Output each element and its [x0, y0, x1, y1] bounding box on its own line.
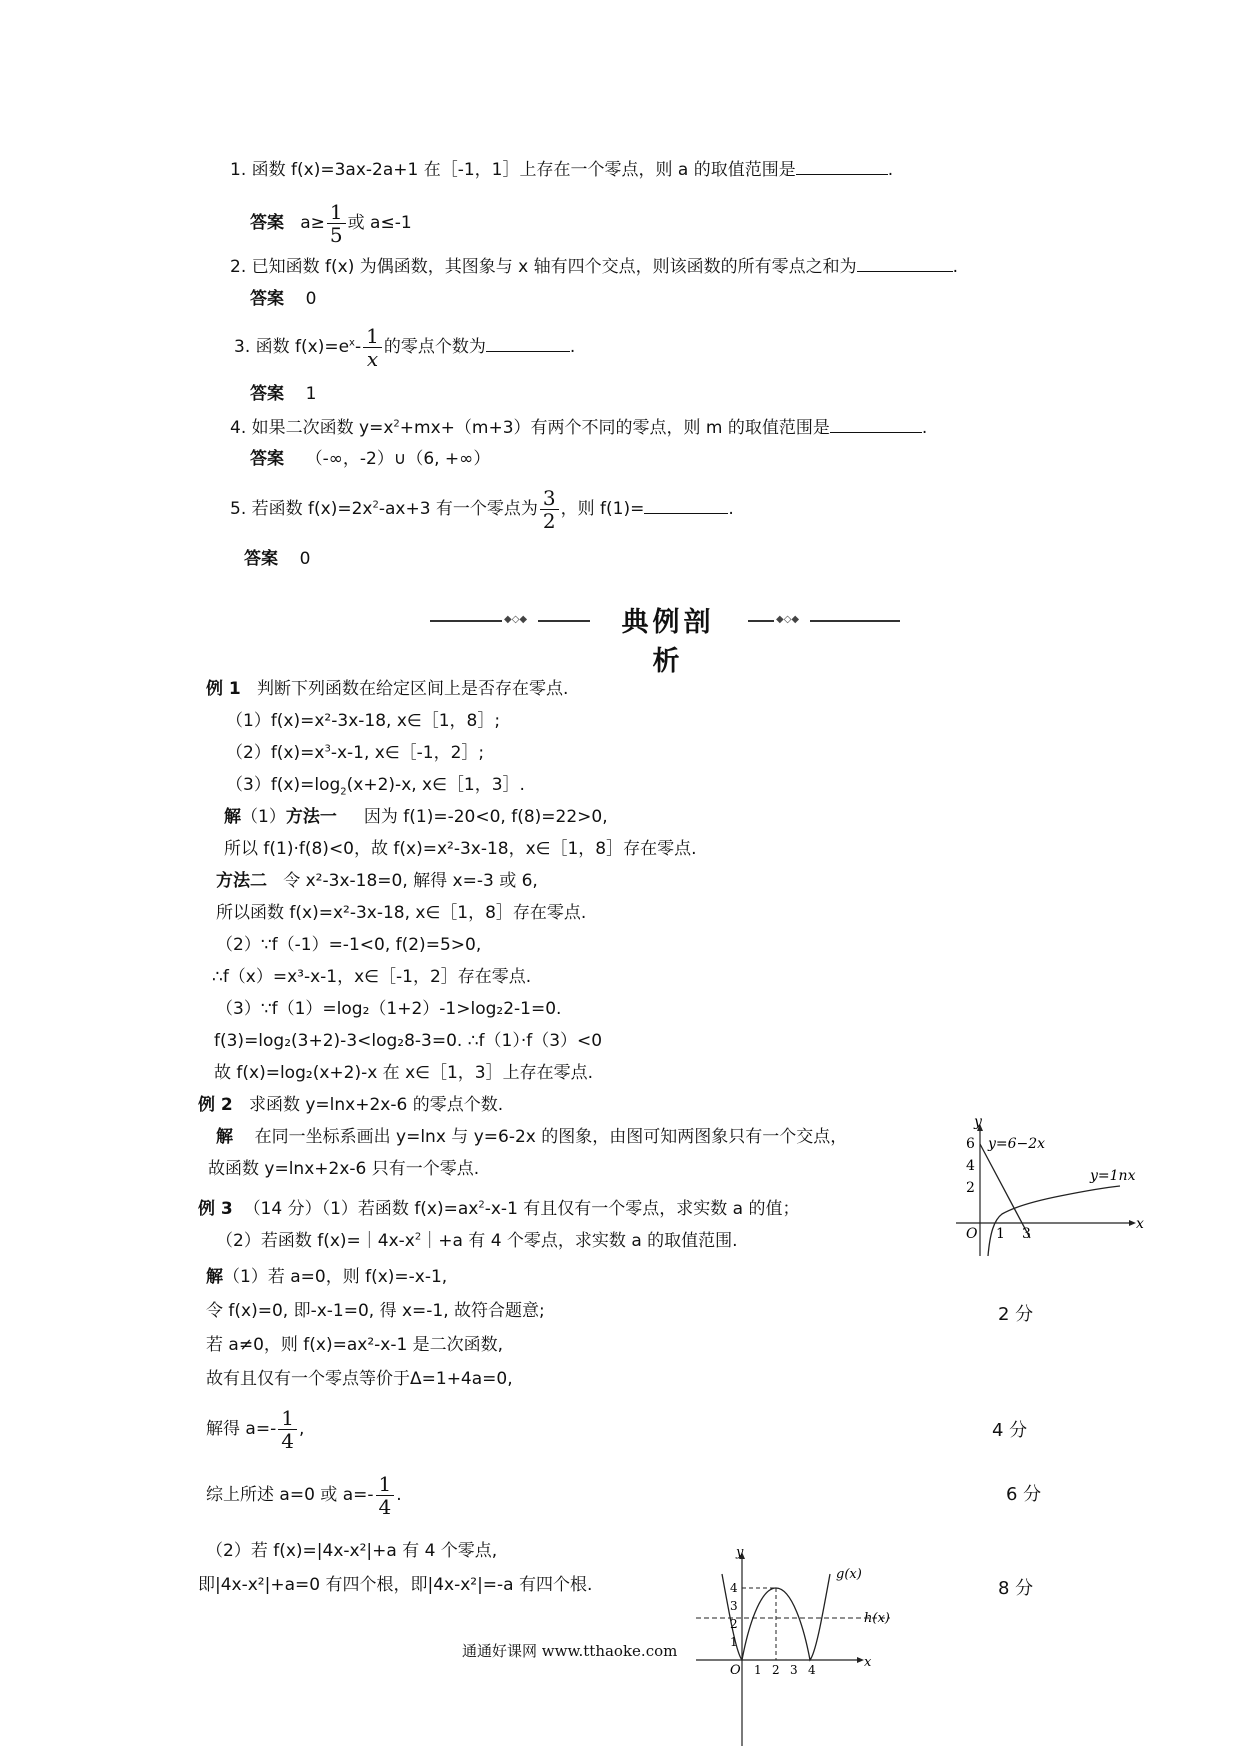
graph1-ytick-6: 6	[966, 1136, 975, 1152]
score-6: 6 分	[1006, 1484, 1042, 1505]
solution-3-line-7: （2）若 f(x)=|4x-x²|+a 有 4 个零点,	[206, 1541, 498, 1561]
graph2-ytick-4: 4	[730, 1581, 738, 1595]
header-rule-right	[748, 620, 774, 622]
answer-5: 答案 0	[244, 549, 311, 569]
header-rule-left	[430, 620, 502, 622]
graph2-h-label: h(x)	[864, 1611, 890, 1626]
graph2-xtick-4: 4	[808, 1663, 816, 1677]
solution-1-line-4: 所以函数 f(x)=x²-3x-18, x∈［1，8］存在零点.	[216, 903, 587, 923]
section-header	[430, 600, 900, 677]
problem-3: 3. 函数 $f(x)=e^x-$ $\frac{1}{x}$ 的零点个数为 .	[234, 323, 576, 371]
graph1-y-label: y	[974, 1118, 982, 1130]
header-rule-left-2	[538, 620, 590, 622]
graph1-line-6-2x	[980, 1144, 1030, 1238]
solution-1-line-9: 故 f(x)=log₂(x+2)-x 在 x∈［1，3］上存在零点.	[214, 1063, 593, 1083]
graph2-xtick-2: 2	[772, 1663, 780, 1677]
solution-3-line-3: 若 a≠0，则 f(x)=ax²-x-1 是二次函数,	[206, 1335, 504, 1355]
graph2-origin: O	[730, 1663, 741, 1678]
example-3-line-1: 例 3 （14 分）（1）若函数 $f(x)=ax^2-x-1$ 有且仅有一个零点，求实数 a 的值；	[198, 1199, 800, 1219]
graph-abs-quadratic	[690, 1548, 920, 1750]
answer-2: 答案 0	[250, 289, 317, 309]
solution-3-line-2: 令 f(x)=0, 即-x-1=0, 得 x=-1, 故符合题意;	[206, 1301, 545, 1321]
example-1-item-3: $(3)f(x)=\log_2(x+2)-x$, x∈［1，3］.	[226, 775, 525, 798]
example-1-item-2: $(2)f(x)=x^3-x-1$, x∈［-1，2］;	[226, 743, 485, 763]
graph1-xtick-1: 1	[996, 1226, 1005, 1242]
graph2-ytick-3: 3	[730, 1599, 738, 1613]
score-8: 8 分	[998, 1578, 1034, 1599]
graph2-ytick-2: 2	[730, 1617, 738, 1631]
graph2-ytick-1: 1	[730, 1635, 738, 1649]
graph2-xtick-1: 1	[754, 1663, 762, 1677]
solution-1-line-8: f(3)=log₂(3+2)-3<log₂8-3=0. ∴f（1）·f（3）<0	[214, 1031, 603, 1051]
example-2-title: 例 2 求函数 y=lnx+2x-6 的零点个数.	[198, 1095, 504, 1115]
example-3-line-2: （2）若函数 $f(x)=|4x-x^2|+a$ 有 4 个零点，求实数 a 的取值范围.	[216, 1231, 738, 1251]
graph2-x-label: x	[864, 1655, 872, 1670]
solution-1-line-5: （2）∵f（-1）=-1<0, f(2)=5>0,	[216, 935, 482, 955]
footer: 通通好课网 www.tthaoke.com	[462, 1642, 678, 1660]
solution-1-line-2: 所以 f(1)·f(8)<0，故 f(x)=x²-3x-18，x∈［1，8］存在零点.	[224, 839, 697, 859]
problem-4: 4. 如果二次函数 $y=x^2+mx+(m+3)$有两个不同的零点，则 m 的取值范围是 .	[230, 418, 928, 438]
graph1-origin: O	[966, 1226, 978, 1242]
solution-2-line-1: 解 在同一坐标系画出 y=lnx 与 y=6-2x 的图象，由图可知两图象只有一个交点，	[216, 1127, 848, 1147]
solution-1-line-6: ∴f（x）=x³-x-1，x∈［-1，2］存在零点.	[212, 967, 532, 987]
header-ornament-left: ◆◇◆	[504, 614, 528, 625]
graph2-x-arrow	[857, 1657, 864, 1663]
section-title: 典例剖析	[621, 607, 715, 677]
score-2: 2 分	[998, 1304, 1034, 1325]
answer-1: 答案 a≥ $\frac{1}{5}$ 或 a≤-1	[250, 199, 412, 247]
header-rule-right-2	[810, 620, 900, 622]
solution-3-line-5: 解得 a=- $\frac{1}{4}$ ,	[206, 1405, 305, 1453]
graph1-line-label: y=6−2x	[988, 1136, 1046, 1152]
graph1-ytick-2: 2	[966, 1180, 975, 1196]
solution-1-line-1: 解（1）方法一 因为 f(1)=-20<0, f(8)=22>0,	[224, 807, 608, 827]
example-1-item-1: （1）f(x)=x²-3x-18, x∈［1，8］;	[226, 711, 501, 731]
problem-2: 2. 已知函数 f(x) 为偶函数，其图象与 x 轴有四个交点，则该函数的所有零点之和为 .	[230, 257, 959, 277]
solution-3-line-1: 解（1）若 a=0，则 f(x)=-x-1,	[206, 1267, 448, 1287]
solution-1-line-3: 方法二 令 x²-3x-18=0, 解得 x=-3 或 6,	[216, 871, 538, 891]
graph1-xtick-3: 3	[1022, 1226, 1031, 1242]
solution-1-line-7: （3）∵f（1）=log₂（1+2）-1>log₂2-1=0.	[216, 999, 562, 1019]
solution-3-line-8: 即|4x-x²|+a=0 有四个根，即|4x-x²|=-a 有四个根.	[198, 1575, 593, 1595]
example-1-title: 例 1 判断下列函数在给定区间上是否存在零点.	[206, 679, 569, 699]
graph1-log-label: y=1nx	[1090, 1168, 1136, 1184]
graph2-xtick-3: 3	[790, 1663, 798, 1677]
problem-1: 1. 函数 f(x)=3ax-2a+1 在［-1，1］上存在一个零点，则 a 的取值范围是 .	[230, 160, 894, 180]
graph1-x-label: x	[1136, 1216, 1144, 1232]
graph-ln-vs-line	[950, 1118, 1150, 1258]
graph2-g-label: g(x)	[836, 1567, 862, 1582]
graph1-x-arrow	[1129, 1220, 1136, 1226]
solution-3-line-6: 综上所述 a=0 或 a=- $\frac{1}{4}$ .	[206, 1471, 402, 1519]
solution-2-line-2: 故函数 y=lnx+2x-6 只有一个零点.	[208, 1159, 480, 1179]
problem-5: 5. 若函数 $f(x)=2x^2-ax+3$ 有一个零点为 $\frac{3}{2}$ ，则 f(1)= .	[230, 485, 734, 533]
header-ornament-right: ◆◇◆	[776, 614, 800, 625]
solution-3-line-4: 故有且仅有一个零点等价于Δ=1+4a=0,	[206, 1369, 513, 1389]
graph2-y-label: y	[736, 1548, 744, 1560]
score-4: 4 分	[992, 1420, 1028, 1441]
answer-4: 答案 （-∞，-2）∪（6, +∞）	[250, 449, 491, 469]
answer-3: 答案 1	[250, 384, 317, 404]
graph1-ytick-4: 4	[966, 1158, 975, 1174]
